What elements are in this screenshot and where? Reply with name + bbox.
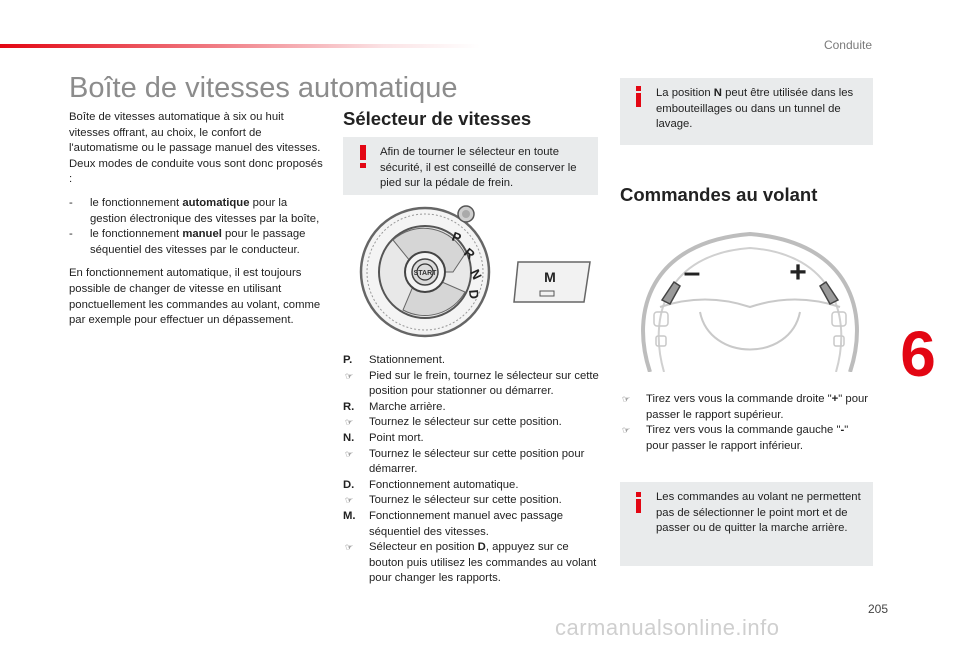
intro-paragraph: En fonctionnement automatique, il est toujours possible de changer de vitesse en utilisant ponctuellement les commandes au volant, comme par exemple pour effectuer un dépassement.: [69, 267, 321, 327]
list-item: - le fonctionnement manuel pour le passage séquentiel des vitesses par le conducteur.: [69, 228, 306, 256]
m-button-illustration: [512, 260, 592, 306]
steering-heading: Commandes au volant: [620, 184, 818, 205]
dial-letter-r: R: [461, 244, 478, 263]
intro-column: [69, 110, 325, 337]
warning-box: Afin de tourner le sélecteur en toute sécurité, il est conseillé de conserver le pied sur la pédale de frein.: [343, 137, 598, 195]
pointing-hand-icon: ☞: [345, 417, 354, 428]
list-item: ☞ Pied sur le frein, tournez le sélecteur sur cette position pour stationner ou démarrer.: [345, 369, 599, 398]
pointing-hand-icon: ☞: [622, 425, 631, 436]
list-item: ☞ Tournez le sélecteur sur cette position pour démarrer.: [345, 447, 585, 476]
steering-wheel-illustration: [630, 212, 870, 372]
list-item: ☞ Sélecteur en position D, appuyez sur ce bouton puis utilisez les commandes au volant pour changer les rapports.: [345, 541, 597, 585]
minus-symbol: –: [683, 256, 701, 289]
list-item: R. Marche arrière.: [343, 400, 446, 413]
list-item: P. Stationnement.: [343, 354, 445, 366]
steering-list: [620, 392, 870, 454]
page-number: 205: [867, 602, 888, 616]
selector-heading: Sélecteur de vitesses: [343, 108, 532, 129]
list-item: ☞ Tournez le sélecteur sur cette position.: [343, 493, 601, 509]
info-box-neutral: La position N peut être utilisée dans les embouteillages ou dans un tunnel de lavage.: [620, 78, 873, 145]
list-item: M. Fonctionnement manuel avec passage séquentiel des vitesses.: [343, 509, 564, 538]
pointing-hand-icon: ☞: [345, 542, 354, 553]
watermark: carmanualsonline.info: [555, 615, 780, 640]
plus-symbol: +: [789, 256, 807, 289]
list-item: ☞ Tirez vers vous la commande gauche "-" pour passer le rapport inférieur.: [622, 424, 849, 452]
list-item: N. Point mort.: [343, 431, 424, 444]
list-item: ☞ Tirez vers vous la commande droite "+" pour passer le rapport supérieur.: [622, 393, 869, 421]
chapter-number: 6: [900, 318, 936, 390]
info-box-steering: Les commandes au volant ne permettent pas de sélectionner le point mort et de passer ou de quitter la marche arrière.: [620, 482, 873, 566]
intro-paragraph: Boîte de vitesses automatique à six ou huit vitesses offrant, au choix, le confort de l'automatisme ou le passage manuel des vitesses. Deux modes de conduite vous sont donc proposés :: [69, 111, 323, 186]
pointing-hand-icon: ☞: [345, 370, 354, 381]
info-icon: [635, 86, 642, 107]
dial-letter-d: D: [466, 288, 482, 300]
gear-selector-illustration: [353, 196, 499, 342]
section-label: Conduite: [823, 38, 872, 52]
info-icon: [635, 492, 642, 513]
left-paddle: [662, 282, 680, 304]
header-accent-bar: [0, 44, 480, 48]
warning-icon: [359, 145, 367, 175]
list-item: - le fonctionnement automatique pour la gestion électronique des vitesses par la boîte,: [69, 196, 320, 225]
dial-letter-n: N: [467, 266, 485, 282]
m-button-label: M: [544, 269, 556, 285]
list-item: D. Fonctionnement automatique.: [343, 478, 519, 491]
list-item: ☞ Tournez le sélecteur sur cette position.: [343, 415, 601, 431]
pointing-hand-icon: ☞: [622, 394, 631, 404]
selector-positions-list: [343, 353, 601, 587]
pointing-hand-icon: ☞: [345, 495, 354, 506]
pointing-hand-icon: ☞: [345, 448, 354, 459]
right-paddle: [820, 282, 838, 304]
dial-letter-p: P: [449, 228, 464, 246]
page-title: Boîte de vitesses automatique: [69, 72, 458, 104]
start-label: START: [413, 270, 437, 277]
